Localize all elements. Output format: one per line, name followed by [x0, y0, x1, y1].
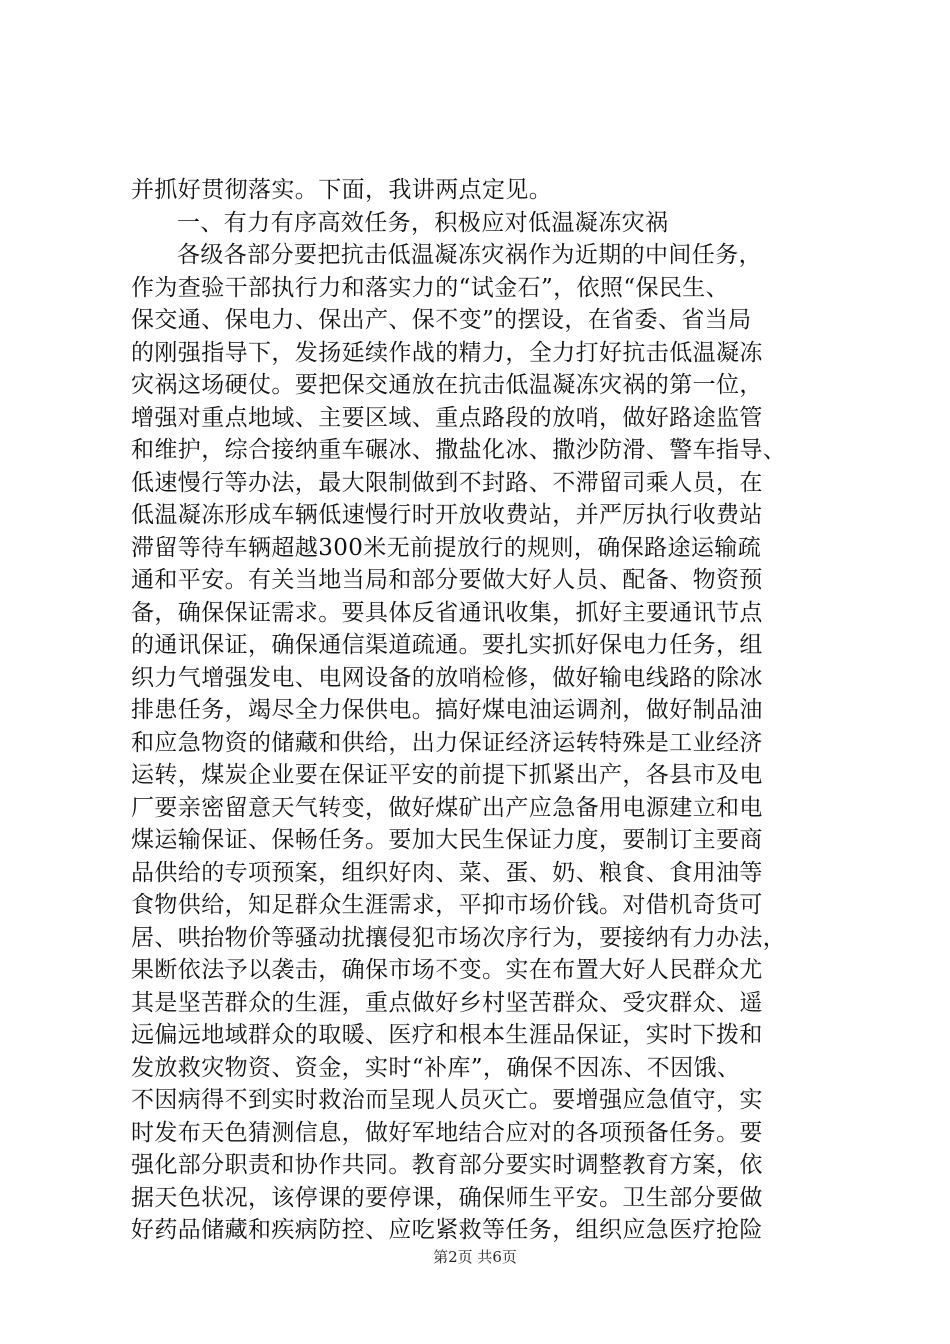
text-line: 作为查验干部执行力和落实力的“试金石”，依照“保民生、 [131, 274, 730, 301]
text-line: 各级各部分要把抗击低温凝冻灾祸作为近期的中间任务， [177, 242, 762, 268]
text-line: 煤运输保证、保畅任务。要加大民生保证力度，要制订主要商 [131, 827, 763, 853]
text-line: 和维护，综合接纳重车碾冰、撒盐化冰、撒沙防滑、警车指导、 [131, 437, 787, 463]
text-line: 品供给的专项预案，组织好肉、菜、蛋、奶、粮食、食用油等 [131, 859, 763, 886]
text-line: 居、哄抬物价等骚动扰攘侵犯市场次序行为，要接纳有力办法， [131, 924, 787, 951]
text-line: 织力气增强发电、电网设备的放哨检修，做好输电线路的除冰 [131, 664, 763, 691]
text-line: 保交通、保电力、保出产、保不变”的摆设，在省委、省当局 [131, 307, 752, 333]
page-total: 共6页 [477, 1248, 517, 1266]
section-heading: 一、有力有序高效任务，积极应对低温凝冻灾祸 [177, 209, 669, 236]
text-line: 低温凝冻形成车辆低速慢行时开放收费站，并严厉执行收费站 [131, 502, 763, 528]
text-line: 排患任务，竭尽全力保供电。搞好煤电油运调剂，做好制品油 [131, 697, 763, 723]
text-line: 和应急物资的储藏和供给，出力保证经济运转特殊是工业经济 [131, 729, 763, 756]
document-body [131, 174, 831, 1247]
text-line: 强化部分职责和协作共同。教育部分要实时调整教育方案，依 [131, 1152, 763, 1178]
text-line: 滞留等待车辆超越300米无前提放行的规则，确保路途运输疏 [131, 534, 762, 561]
text-line: 增强对重点地域、主要区域、重点路段的放哨，做好路途监管 [131, 404, 763, 431]
text-line: 厂要亲密留意天气转变，做好煤矿出产应急备用电源建立和电 [131, 794, 763, 821]
text-line: 的刚强指导下，发扬延续作战的精力，全力打好抗击低温凝冻 [131, 339, 763, 366]
page-number: 第2页 [433, 1248, 473, 1266]
text-line: 发放救灾物资、资金，实时“补库”，确保不因冻、不因饿、 [131, 1054, 741, 1081]
text-line: 远偏远地域群众的取暖、医疗和根本生涯品保证，实时下拨和 [131, 1022, 763, 1048]
text-line: 低速慢行等办法，最大限制做到不封路、不滞留司乘人员，在 [131, 469, 763, 496]
text-line: 食物供给，知足群众生涯需求，平抑市场价钱。对借机奇货可 [131, 892, 763, 918]
text-line: 并抓好贯彻落实。下面，我讲两点定见。 [131, 177, 553, 203]
text-line: 运转，煤炭企业要在保证平安的前提下抓紧出产，各县市及电 [131, 762, 763, 788]
text-line: 备，确保保证需求。要具体反省通讯收集，抓好主要通讯节点 [131, 599, 763, 626]
text-line: 不因病得不到实时救治而呈现人员灭亡。要增强应急值守，实 [131, 1087, 763, 1113]
text-line: 据天色状况，该停课的要停课，确保师生平安。卫生部分要做 [131, 1184, 763, 1211]
page-footer [0, 1248, 950, 1266]
text-line: 好药品储藏和疾病防控、应吃紧救等任务，组织应急医疗抢险 [131, 1217, 763, 1243]
text-line: 果断依法予以袭击，确保市场不变。实在布置大好人民群众尤 [131, 957, 763, 983]
text-line: 其是坚苦群众的生涯，重点做好乡村坚苦群众、受灾群众、遥 [131, 989, 763, 1016]
text-line: 灾祸这场硬仗。要把保交通放在抗击低温凝冻灾祸的第一位， [131, 372, 763, 398]
text-line: 通和平安。有关当地当局和部分要做大好人员、配备、物资预 [131, 567, 763, 593]
text-line: 的通讯保证，确保通信渠道疏通。要扎实抓好保电力任务，组 [131, 632, 763, 658]
text-line: 时发布天色猜测信息，做好军地结合应对的各项预备任务。要 [131, 1119, 763, 1146]
